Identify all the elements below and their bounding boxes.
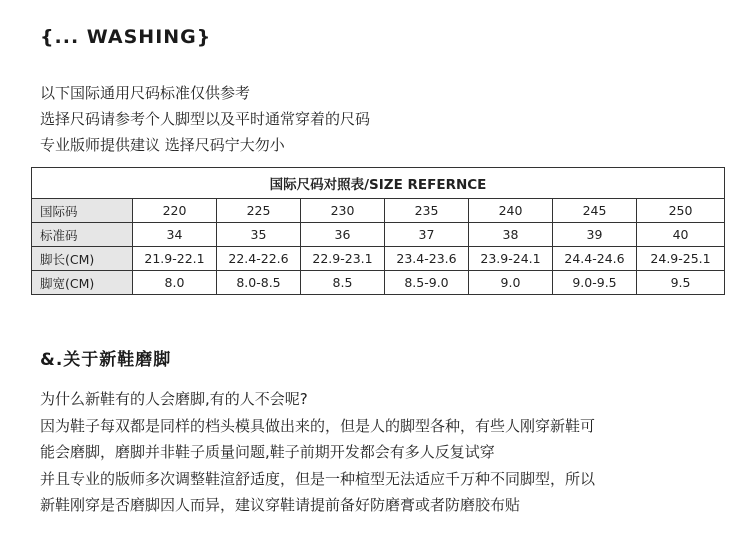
- row-label: 标准码: [32, 223, 133, 247]
- table-cell: 23.4-23.6: [385, 247, 469, 271]
- table-cell: 220: [133, 199, 217, 223]
- table-cell: 8.5-9.0: [385, 271, 469, 295]
- intro-line: 选择尺码请参考个人脚型以及平时通常穿着的尺码: [40, 110, 371, 128]
- new-shoe-rubbing-heading: &.关于新鞋磨脚: [40, 350, 172, 370]
- row-label: 国际码: [32, 199, 133, 223]
- table-cell: 240: [469, 199, 553, 223]
- table-row: [32, 271, 725, 295]
- table-title: 国际尺码对照表/SIZE REFERNCE: [32, 168, 725, 199]
- table-cell: 230: [301, 199, 385, 223]
- table-cell: 39: [553, 223, 637, 247]
- paragraph-line: 新鞋刚穿是否磨脚因人而异，建议穿鞋请提前备好防磨膏或者防磨胶布贴: [40, 496, 521, 514]
- table-cell: 40: [637, 223, 725, 247]
- table-cell: 24.4-24.6: [553, 247, 637, 271]
- intro-line: 以下国际通用尺码标准仅供参考: [40, 84, 251, 102]
- table-cell: 22.9-23.1: [301, 247, 385, 271]
- paragraph-line: 为什么新鞋有的人会磨脚,有的人不会呢?: [40, 390, 308, 408]
- table-row: [32, 199, 725, 223]
- row-label: 脚长(CM): [32, 247, 133, 271]
- size-reference-table: [31, 167, 725, 295]
- new-shoe-rubbing-text: [40, 386, 595, 519]
- table-cell: 235: [385, 199, 469, 223]
- table-row: [32, 247, 725, 271]
- table-cell: 250: [637, 199, 725, 223]
- table-cell: 245: [553, 199, 637, 223]
- table-cell: 9.0-9.5: [553, 271, 637, 295]
- table-cell: 35: [217, 223, 301, 247]
- paragraph-line: 能会磨脚，磨脚并非鞋子质量问题,鞋子前期开发都会有多人反复试穿: [40, 443, 495, 461]
- table-cell: 8.0: [133, 271, 217, 295]
- table-row: [32, 223, 725, 247]
- table-cell: 8.0-8.5: [217, 271, 301, 295]
- table-cell: 23.9-24.1: [469, 247, 553, 271]
- washing-heading: {... WASHING}: [40, 26, 212, 48]
- table-cell: 37: [385, 223, 469, 247]
- row-label: 脚宽(CM): [32, 271, 133, 295]
- table-cell: 9.0: [469, 271, 553, 295]
- table-cell: 38: [469, 223, 553, 247]
- table-cell: 34: [133, 223, 217, 247]
- table-cell: 8.5: [301, 271, 385, 295]
- table-cell: 21.9-22.1: [133, 247, 217, 271]
- paragraph-line: 并且专业的版师多次调整鞋渲舒适度，但是一种楦型无法适应千万种不同脚型，所以: [40, 469, 596, 488]
- table-cell: 9.5: [637, 271, 725, 295]
- paragraph-line: 因为鞋子每双都是同样的档头模具做出来的，但是人的脚型各种，有些人刚穿新鞋可: [40, 416, 596, 435]
- table-cell: 24.9-25.1: [637, 247, 725, 271]
- table-cell: 22.4-22.6: [217, 247, 301, 271]
- table-cell: 225: [217, 199, 301, 223]
- size-guide-intro: [40, 80, 370, 158]
- table-cell: 36: [301, 223, 385, 247]
- intro-line: 专业版师提供建议 选择尺码宁大勿小: [40, 136, 285, 154]
